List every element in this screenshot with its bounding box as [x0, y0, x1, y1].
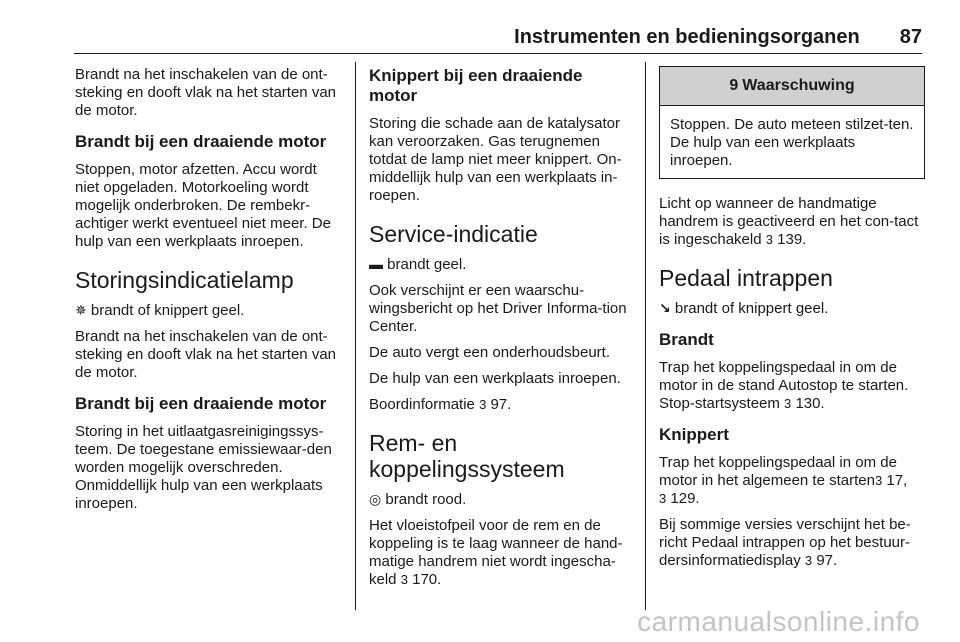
warning-triangle-icon: 9 — [729, 77, 739, 94]
page-ref-arrow-icon: 3 — [765, 232, 773, 247]
page-ref-arrow-icon: 3 — [659, 491, 667, 506]
paragraph: De auto vergt een onderhoudsbeurt. — [369, 344, 611, 361]
column-3 — [659, 66, 925, 578]
header-title: Instrumenten en bedieningsorganen — [514, 25, 860, 48]
page-ref-link[interactable]: 170. — [412, 571, 442, 588]
page-ref-arrow-icon: 3 — [784, 396, 792, 411]
watermark: carmanualsonline.info — [637, 606, 920, 637]
paragraph: Storing die schade aan de katalysator kan veroorzaken. Gas terugnemen totdat de lamp niet meer knippert. On-middellijk hulp van een werkplaats in-roepen. — [369, 115, 622, 204]
header-rule — [74, 53, 922, 54]
warning-title: Waarschuwing — [742, 77, 855, 94]
paragraph: Licht op wanneer de handmatige handrem is geactiveerd en het con-tact is ingeschakeld 3 139. — [659, 195, 919, 248]
paragraph: Brandt na het inschakelen van de ont-steking en dooft vlak na het starten van de motor. — [75, 66, 336, 119]
subheading: Brandt — [659, 330, 714, 349]
page-ref-link[interactable]: 129. — [670, 490, 700, 507]
paragraph: ↘ brandt of knippert geel. — [659, 300, 829, 317]
page-ref-link[interactable]: 97. — [490, 396, 512, 413]
page-ref-arrow-icon: 3 — [400, 572, 408, 587]
page-ref-link[interactable]: 130. — [795, 395, 825, 412]
paragraph: Bij sommige versies verschijnt het be-richt Pedaal intrappen op het bestuur-dersinformatiedisplay 3 97. — [659, 516, 911, 569]
page-ref-arrow-icon: 3 — [479, 397, 487, 412]
page-ref-link[interactable]: 97. — [816, 552, 838, 569]
page-ref-arrow-icon: 3 — [804, 553, 813, 568]
check-engine-icon: ✵ — [75, 302, 87, 318]
page-ref-link[interactable]: 17, — [886, 472, 908, 489]
subheading: Knippert — [659, 425, 729, 444]
paragraph: Ook verschijnt er een waarschu-wingsbericht op het Driver Informa-tion Center. — [369, 282, 627, 335]
subheading: Brandt bij een draaiende motor — [75, 132, 327, 151]
page-number: 87 — [899, 25, 922, 48]
clutch-pedal-icon: ↘ — [659, 300, 671, 316]
paragraph: ✵ brandt of knippert geel. — [75, 302, 245, 319]
warning-text: Stoppen. De auto meteen stilzet-ten. De hulp van een werkplaats inroepen. — [670, 116, 914, 169]
paragraph: Trap het koppelingspedaal in om de motor in de stand Autostop te starten. Stop-startsysteem 3 130. — [659, 359, 909, 412]
paragraph: ◎ brandt rood. — [369, 491, 467, 508]
paragraph: De hulp van een werkplaats inroepen. — [369, 370, 621, 387]
brake-system-icon: ◎ — [369, 491, 382, 507]
column-1 — [75, 66, 343, 521]
subheading: Knippert bij een draaiende motor — [369, 66, 583, 105]
paragraph: Boordinformatie 3 97. — [369, 396, 512, 413]
column-divider-2 — [645, 62, 646, 610]
warning-box — [659, 66, 925, 179]
section-title: Rem- en koppelingssysteem — [369, 430, 565, 482]
column-divider-1 — [355, 62, 356, 610]
paragraph: Het vloeistofpeil voor de rem en de koppeling is te laag wanneer de hand-matige handrem niet wordt ingescha-keld 3 170. — [369, 517, 623, 588]
column-2 — [369, 66, 635, 597]
paragraph: Storing in het uitlaatgasreinigingssys-teem. De toegestane emissiewaar-den worden mogelijk overschreden. Onmiddellijk hulp van een werkplaats inroepen. — [75, 423, 332, 512]
page-header — [60, 24, 922, 50]
warning-header — [660, 67, 924, 106]
paragraph: Trap het koppelingspedaal in om de motor in het algemeen te starten3 17, 3 129. — [659, 454, 908, 507]
paragraph: Brandt na het inschakelen van de ont-steking en dooft vlak na het starten van de motor. — [75, 328, 336, 381]
subheading: Brandt bij een draaiende motor — [75, 394, 327, 413]
page-ref-link[interactable]: 139. — [777, 231, 807, 248]
section-title: Service-indicatie — [369, 221, 538, 247]
section-title: Storingsindicatielamp — [75, 267, 294, 293]
service-wrench-icon: ▬ — [369, 256, 383, 272]
section-title: Pedaal intrappen — [659, 265, 833, 291]
paragraph: ▬ brandt geel. — [369, 256, 467, 273]
page-ref-arrow-icon: 3 — [874, 473, 883, 488]
paragraph: Stoppen, motor afzetten. Accu wordt niet opgeladen. Motorkoeling wordt mogelijk onderbroken. De rembekr-achtiger werkt eventueel niet meer. De hulp van een werkplaats inroepen. — [75, 161, 331, 250]
